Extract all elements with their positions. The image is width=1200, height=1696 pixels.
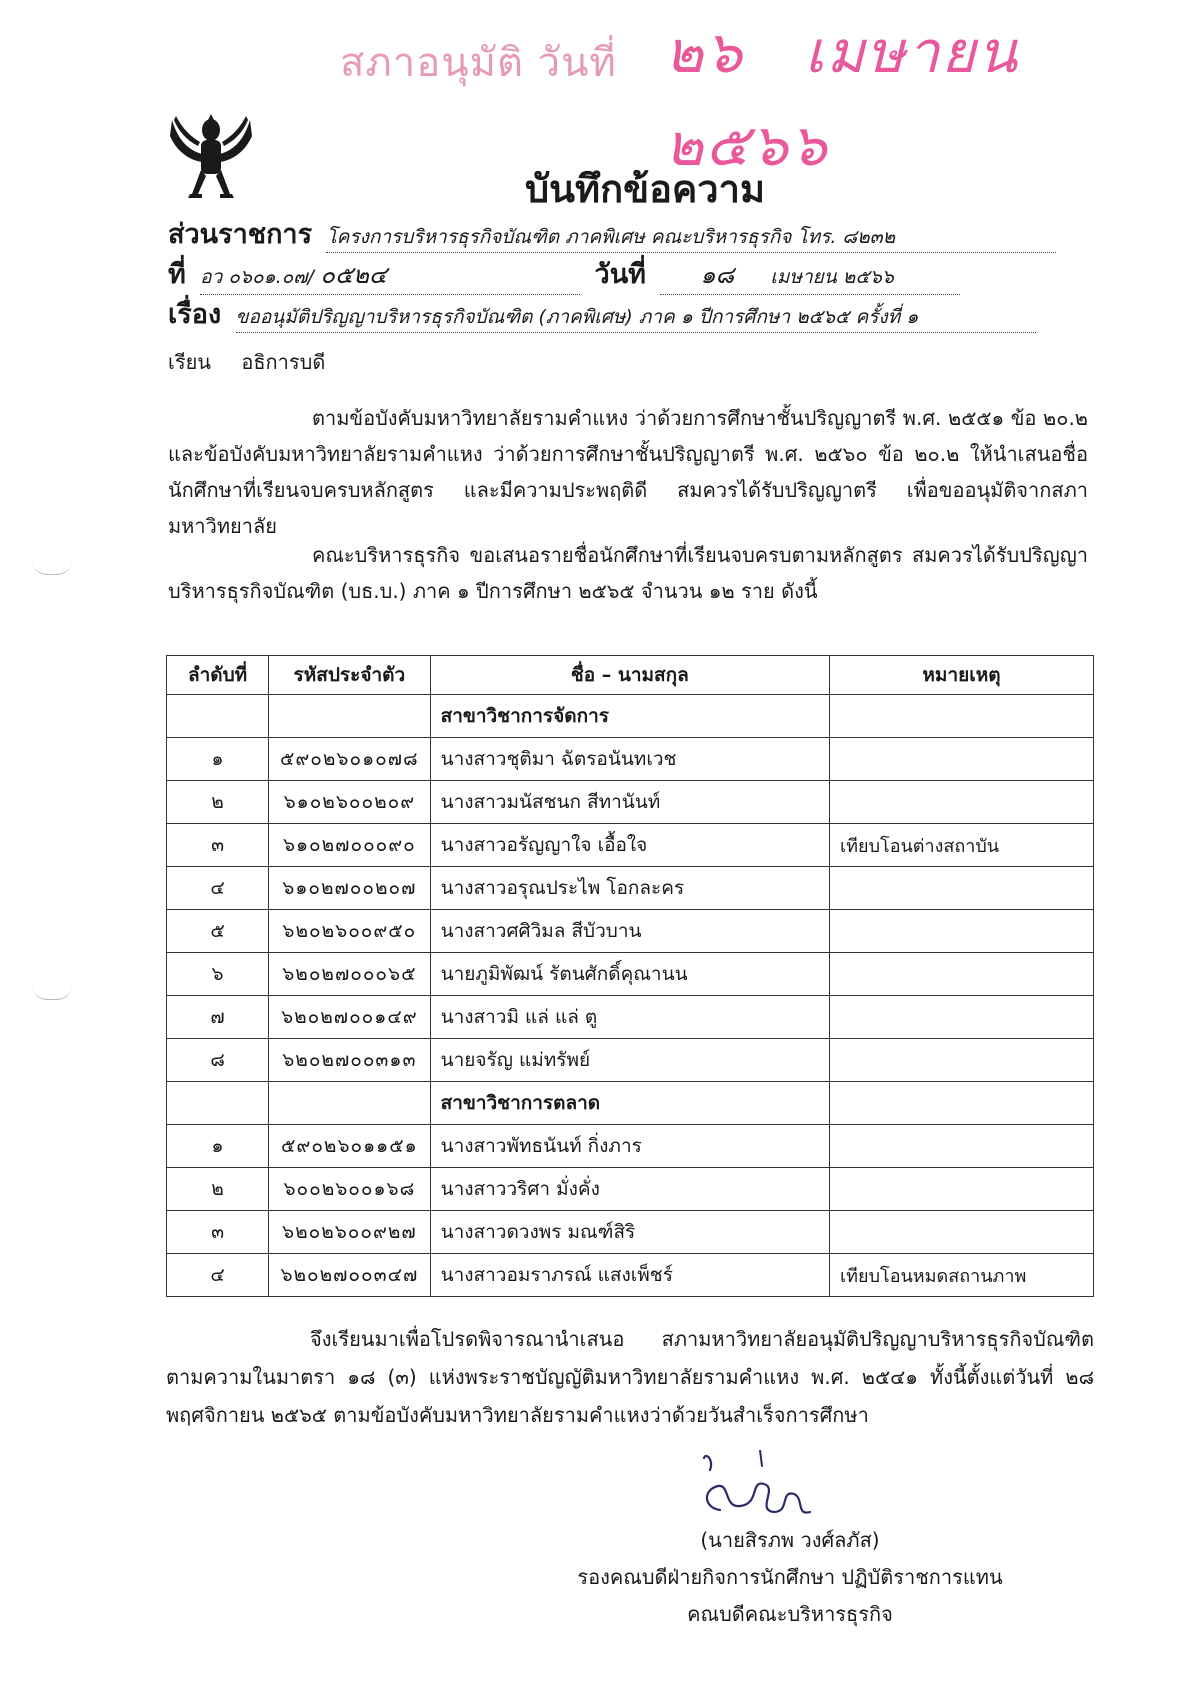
table-row: ๔ ๖๑๐๒๗๐๐๒๐๗ นางสาวอรุณประไพ โอกละคร	[167, 867, 1094, 910]
subject-label: เรื่อง	[168, 299, 222, 330]
major-row-management	[167, 695, 1094, 738]
major-marketing: สาขาวิชาการตลาด	[430, 1082, 829, 1125]
reference-number: อว ๐๖๐๑.๐๗/	[200, 266, 314, 288]
table-row: ๑ ๕๙๐๒๖๐๑๑๕๑ นางสาวพัทธนันท์ กิ่งภาร	[167, 1125, 1094, 1168]
table-row: ๓ ๖๒๐๒๖๐๐๙๒๗ นางสาวดวงพร มณฑ์สิริ	[167, 1211, 1094, 1254]
table-header-row	[167, 656, 1094, 695]
punch-hole-mark	[32, 560, 72, 575]
table-row: ๔ ๖๒๐๒๗๐๐๓๔๗ นางสาวอมราภรณ์ แสงเพ็ชร์ เทียบโอนหมดสถานภาพ	[167, 1254, 1094, 1297]
date-day-handwritten: ๑๘	[700, 261, 735, 289]
col-header-no: ลำดับที่	[167, 656, 269, 695]
signatory-position-2: คณบดีคณะบริหารธุรกิจ	[687, 1602, 893, 1626]
agency-label: ส่วนราชการ	[168, 219, 313, 250]
signatory-position: รองคณบดีฝ่ายกิจการนักศึกษา ปฏิบัติราชการแทน	[577, 1565, 1003, 1589]
table-row: ๘ ๖๒๐๒๗๐๐๓๑๓ นายจรัญ แม่ทรัพย์	[167, 1039, 1094, 1082]
subject-row	[168, 292, 1092, 335]
agency-row	[168, 212, 1092, 255]
reference-field	[200, 255, 580, 295]
table-row: ๕ ๖๒๐๒๖๐๐๙๕๐ นางสาวศศิวิมล สีบัวบาน	[167, 910, 1094, 953]
salutation-value: อธิการบดี	[241, 350, 326, 374]
signature-icon	[700, 1450, 820, 1530]
col-header-name: ชื่อ – นามสกุล	[430, 656, 829, 695]
col-header-code: รหัสประจำตัว	[269, 656, 430, 695]
table-row: ๓ ๖๑๐๒๗๐๐๐๙๐ นางสาวอรัญญาใจ เอื้อใจ เทียบโอนต่างสถาบัน	[167, 824, 1094, 867]
body-paragraph-1	[168, 400, 1088, 544]
date-field	[660, 255, 960, 295]
body-paragraph-2	[168, 537, 1088, 609]
approval-stamp: สภาอนุมัติ วันที่	[340, 40, 617, 86]
reference-row	[168, 252, 1092, 295]
date-label: วันที่	[594, 259, 646, 290]
document-title: บันทึกข้อความ	[524, 167, 766, 211]
table-row: ๗ ๖๒๐๒๗๐๐๑๔๙ นางสาวมิ แล่ แล่ ตู	[167, 996, 1094, 1039]
subject-value: ขออนุมัติปริญญาบริหารธุรกิจบัณฑิต (ภาคพิเศษ) ภาค ๑ ปีการศึกษา ๒๕๖๕ ครั้งที่ ๑	[236, 302, 1036, 333]
hand-date-month: เมษายน	[804, 18, 1019, 86]
col-header-note: หมายเหตุ	[830, 656, 1094, 695]
paragraph-regulation: ตามข้อบังคับมหาวิทยาลัยรามคำแหง ว่าด้วยการศึกษาชั้นปริญญาตรี พ.ศ. ๒๕๕๑ ข้อ ๒๐.๒ และข้อบังคับมหาวิทยาลัยรามคำแหง ว่าด้วยการศึกษาชั้นปริญญาตรี พ.ศ. ๒๕๖๐ ข้อ ๒๐.๒ ให้นำเสนอชื่อนักศึกษาที่เรียนจบครบหลักสูตร และมีความประพฤติดี สมควรได้รับปริญญาตรี เพื่อขออนุมัติจากสภามหาวิทยาลัย	[168, 406, 1088, 538]
hand-date-day: ๒๖	[665, 18, 745, 86]
signatory-name: (นายสิรภพ วงศ์ลภัส)	[700, 1528, 880, 1552]
date-month-year: เมษายน ๒๕๖๖	[770, 266, 894, 288]
reference-label: ที่	[168, 259, 186, 290]
major-management: สาขาวิชาการจัดการ	[430, 695, 829, 738]
paragraph-request: คณะบริหารธุรกิจ ขอเสนอรายชื่อนักศึกษาที่เรียนจบครบตามหลักสูตร สมควรได้รับปริญญาบริหารธุรกิจบัณฑิต (บธ.บ.) ภาค ๑ ปีการศึกษา ๒๕๖๕ จำนวน ๑๒ ราย ดังนี้	[168, 543, 1088, 603]
table-row: ๖ ๖๒๐๒๗๐๐๐๖๕ นายภูมิพัฒน์ รัตนศักดิ์คุณานน	[167, 953, 1094, 996]
closing-text: จึงเรียนมาเพื่อโปรดพิจารณานำเสนอ สภามหาวิทยาลัยอนุมัติปริญญาบริหารธุรกิจบัณฑิต ตามความในมาตรา ๑๘ (๓) แห่งพระราชบัญญัติมหาวิทยาลัยรามคำแหง พ.ศ. ๒๕๔๑ ทั้งนี้ตั้งแต่วันที่ ๒๘ พฤศจิกายน ๒๕๖๕ ตามข้อบังคับมหาวิทยาลัยรามคำแหงว่าด้วยวันสำเร็จการศึกษา	[166, 1327, 1094, 1427]
reference-handwritten: ๐๕๒๔	[320, 261, 388, 289]
signatory-block	[560, 1522, 1020, 1633]
salutation-row	[168, 346, 325, 378]
punch-hole-mark	[32, 985, 72, 1000]
student-table	[166, 655, 1094, 1297]
table-row: ๑ ๕๙๐๒๖๐๑๐๗๘ นางสาวชุติมา ฉัตรอนันทเวช	[167, 738, 1094, 781]
salutation-label: เรียน	[168, 350, 211, 374]
hand-date-year: ๒๕๖๖	[665, 111, 829, 179]
table-row: ๒ ๖๑๐๒๖๐๐๒๐๙ นางสาวมนัสชนก สีทานันท์	[167, 781, 1094, 824]
table-row: ๒ ๖๐๐๒๖๐๐๑๖๘ นางสาววริศา มั่งคั่ง	[167, 1168, 1094, 1211]
major-row-marketing	[167, 1082, 1094, 1125]
agency-value: โครงการบริหารธุรกิจบัณฑิต ภาคพิเศษ คณะบริหารธุรกิจ โทร. ๘๒๓๒	[326, 222, 1056, 253]
closing-paragraph	[166, 1320, 1094, 1434]
